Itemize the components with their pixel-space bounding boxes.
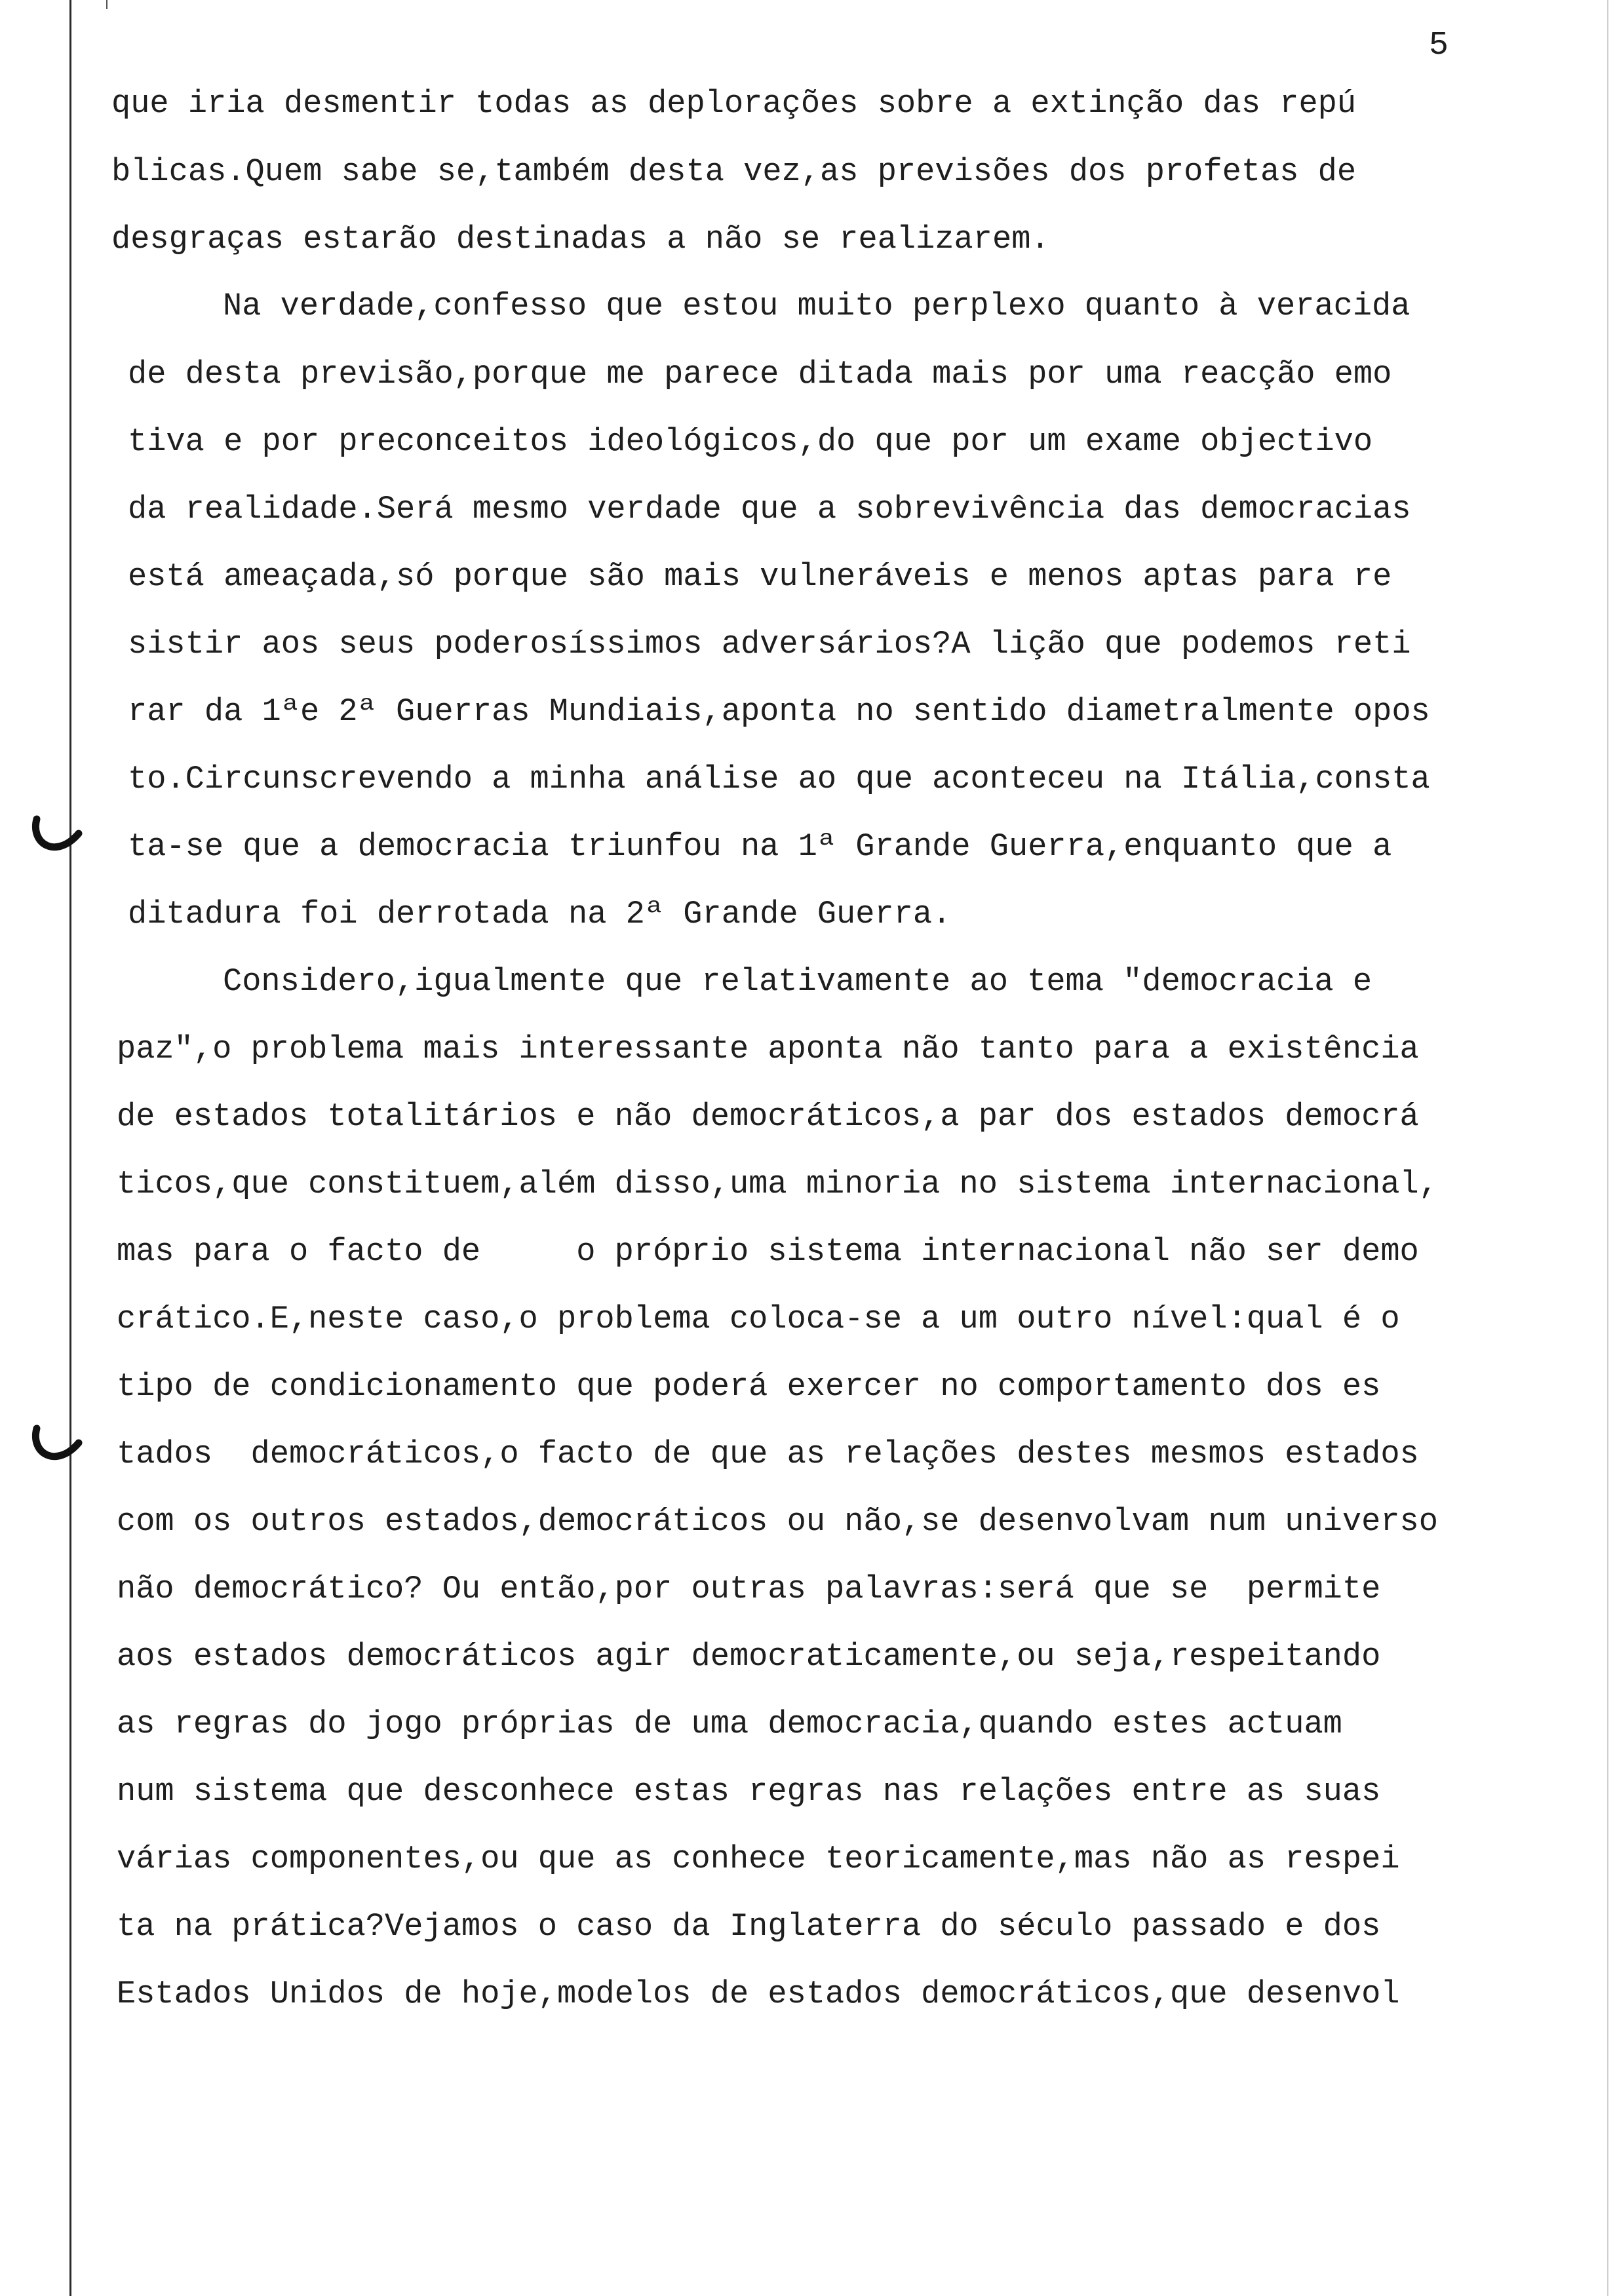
top-edge-tick (106, 0, 107, 9)
text-line: com os outros estados,democráticos ou não,se desenvolvam num universo (117, 1503, 1438, 1540)
left-margin-rule (69, 0, 71, 2296)
text-line: está ameaçada,só porque são mais vulneráveis e menos aptas para re (128, 558, 1392, 595)
text-line: rar da 1ªe 2ª Guerras Mundiais,aponta no sentido diametralmente opos (128, 693, 1430, 730)
text-line: várias componentes,ou que as conhece teoricamente,mas não as respei (117, 1841, 1400, 1877)
text-line: tados democráticos,o facto de que as relações destes mesmos estados (117, 1436, 1419, 1472)
text-line: as regras do jogo próprias de uma democracia,quando estes actuam (117, 1706, 1342, 1742)
text-line: Estados Unidos de hoje,modelos de estados democráticos,que desenvol (117, 1976, 1400, 2012)
text-line: blicas.Quem sabe se,também desta vez,as previsões dos profetas de (111, 153, 1357, 190)
text-line: to.Circunscrevendo a minha análise ao que aconteceu na Itália,consta (128, 761, 1430, 797)
text-line: ticos,que constituem,além disso,uma minoria no sistema internacional, (117, 1166, 1438, 1202)
margin-hook-mark (28, 814, 83, 860)
text-line: crático.E,neste caso,o problema coloca-se a um outro nível:qual é o (117, 1301, 1400, 1337)
text-line: desgraças estarão destinadas a não se realizarem. (111, 221, 1050, 258)
text-line: ta na prática?Vejamos o caso da Inglaterra do século passado e dos (117, 1908, 1381, 1945)
text-line: sistir aos seus poderosíssimos adversários?A lição que podemos reti (128, 626, 1411, 662)
text-line: de estados totalitários e não democráticos,a par dos estados democrá (117, 1098, 1419, 1135)
text-line: mas para o facto de o próprio sistema internacional não ser demo (117, 1233, 1419, 1270)
text-line: ditadura foi derrotada na 2ª Grande Guerra. (128, 896, 952, 932)
text-line: paz",o problema mais interessante aponta não tanto para a existência (117, 1031, 1419, 1067)
text-line: da realidade.Será mesmo verdade que a sobrevivência das democracias (128, 491, 1411, 527)
text-line: não democrático? Ou então,por outras palavras:será que se permite (117, 1571, 1381, 1607)
text-line: ta-se que a democracia triunfou na 1ª Grande Guerra,enquanto que a (128, 828, 1392, 865)
text-line: aos estados democráticos agir democraticamente,ou seja,respeitando (117, 1638, 1381, 1675)
text-line: tipo de condicionamento que poderá exercer no comportamento dos es (117, 1368, 1381, 1405)
margin-hook-mark (28, 1423, 83, 1469)
text-line: num sistema que desconhece estas regras nas relações entre as suas (117, 1773, 1381, 1810)
right-page-edge (1607, 0, 1608, 2296)
paragraph-first-line: Considero,igualmente que relativamente ao tema "democracia e (223, 963, 1372, 1000)
text-line: que iria desmentir todas as deplorações sobre a extinção das repú (111, 85, 1357, 122)
page-number: 5 (1429, 27, 1449, 64)
text-line: tiva e por preconceitos ideológicos,do que por um exame objectivo (128, 423, 1373, 460)
text-line: de desta previsão,porque me parece ditada mais por uma reacção emo (128, 356, 1392, 392)
paragraph-first-line: Na verdade,confesso que estou muito perplexo quanto à veracida (223, 288, 1411, 324)
